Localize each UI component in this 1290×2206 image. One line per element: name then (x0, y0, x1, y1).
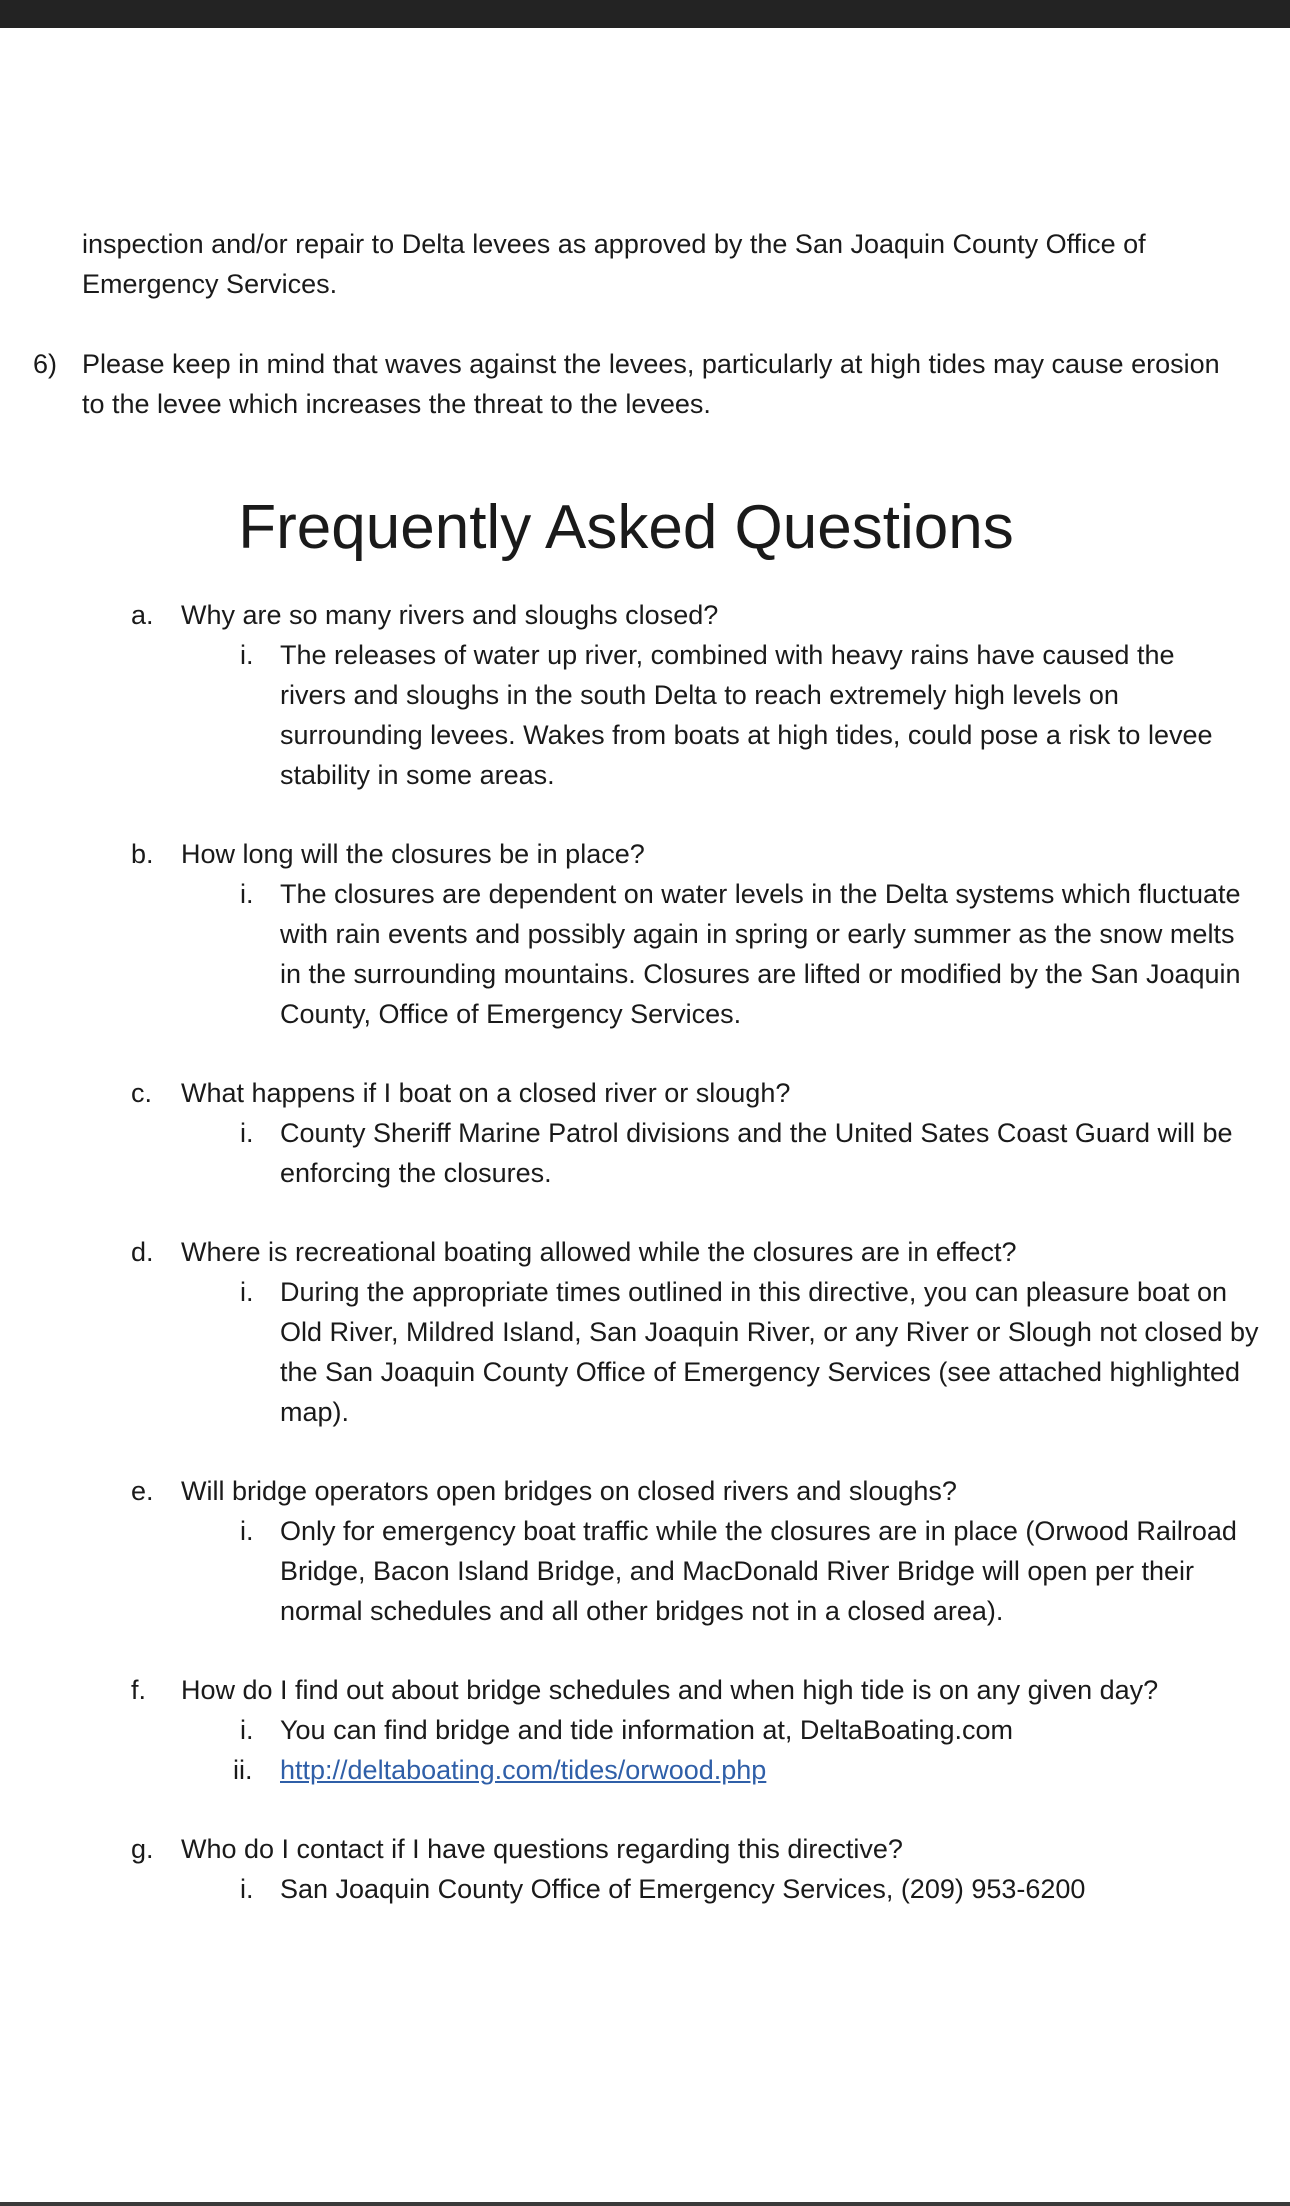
answer-line: The closures are dependent on water levels in the Delta systems which fluctuate (280, 879, 1241, 909)
faq-marker-c: c. (131, 1078, 153, 1108)
faq-answer-b (280, 874, 1241, 1034)
faq-marker-g: g. (131, 1834, 154, 1864)
faq-answer-f (280, 1710, 1013, 1750)
faq-marker-a: a. (131, 600, 154, 630)
faq-marker-f: f. (131, 1675, 147, 1705)
answer-line: San Joaquin County Office of Emergency Services, (209) 953-6200 (280, 1874, 1086, 1904)
answer-marker: i. (240, 1874, 254, 1904)
answer-line: surrounding levees. Wakes from boats at high tides, could pose a risk to levee (280, 720, 1213, 750)
faq-marker-d: d. (131, 1237, 154, 1267)
answer-marker: i. (240, 1516, 254, 1546)
faq-answer-a (280, 635, 1213, 795)
answer-line: You can find bridge and tide information at, DeltaBoating.com (280, 1715, 1013, 1745)
paragraph-line: to the levee which increases the threat to the levees. (82, 389, 711, 419)
faq-answer-e (280, 1511, 1237, 1631)
answer-line: Old River, Mildred Island, San Joaquin River, or any River or Slough not closed by (280, 1317, 1259, 1347)
answer-line: County Sheriff Marine Patrol divisions and the United Sates Coast Guard will be (280, 1118, 1233, 1148)
answer-line: with rain events and possibly again in spring or early summer as the snow melts (280, 919, 1235, 949)
item-6-paragraph (82, 344, 1220, 424)
answer-marker: ii. (233, 1755, 253, 1785)
faq-question-f: How do I find out about bridge schedules and when high tide is on any given day? (181, 1675, 1159, 1705)
faq-question-d: Where is recreational boating allowed while the closures are in effect? (181, 1237, 1017, 1267)
continued-paragraph (82, 224, 1146, 304)
answer-line: Bridge, Bacon Island Bridge, and MacDonald River Bridge will open per their (280, 1556, 1194, 1586)
faq-answer-g (280, 1869, 1085, 1909)
faq-answer-f-link-line (280, 1750, 766, 1790)
faq-question-a: Why are so many rivers and sloughs closed? (181, 600, 719, 630)
page-bottom-border (0, 2202, 1290, 2206)
tides-orwood-link[interactable]: http://deltaboating.com/tides/orwood.php (280, 1755, 767, 1785)
paragraph-line: inspection and/or repair to Delta levees as approved by the San Joaquin County Office of (82, 229, 1146, 259)
faq-question-b: How long will the closures be in place? (181, 839, 645, 869)
answer-marker: i. (240, 1715, 254, 1745)
answer-line: stability in some areas. (280, 760, 555, 790)
faq-marker-e: e. (131, 1476, 154, 1506)
answer-line: The releases of water up river, combined with heavy rains have caused the (280, 640, 1175, 670)
faq-answer-c (280, 1113, 1233, 1193)
faq-answer-d (280, 1272, 1259, 1432)
faq-heading: Frequently Asked Questions (238, 493, 1014, 562)
answer-line: enforcing the closures. (280, 1158, 552, 1188)
answer-marker: i. (240, 879, 254, 909)
answer-marker: i. (240, 640, 254, 670)
list-marker-6: 6) (33, 349, 58, 379)
answer-line: the San Joaquin County Office of Emergency Services (see attached highlighted (280, 1357, 1241, 1387)
answer-line: During the appropriate times outlined in this directive, you can pleasure boat on (280, 1277, 1228, 1307)
faq-question-g: Who do I contact if I have questions regarding this directive? (181, 1834, 903, 1864)
paragraph-line: Emergency Services. (82, 269, 338, 299)
faq-marker-b: b. (131, 839, 154, 869)
paragraph-line: Please keep in mind that waves against the levees, particularly at high tides may cause erosion (82, 349, 1220, 379)
faq-question-e: Will bridge operators open bridges on closed rivers and sloughs? (181, 1476, 957, 1506)
answer-line: rivers and sloughs in the south Delta to reach extremely high levels on (280, 680, 1119, 710)
answer-line: map). (280, 1397, 350, 1427)
answer-line: County, Office of Emergency Services. (280, 999, 742, 1029)
answer-line: in the surrounding mountains. Closures are lifted or modified by the San Joaquin (280, 959, 1241, 989)
faq-question-c: What happens if I boat on a closed river or slough? (181, 1078, 791, 1108)
answer-line: normal schedules and all other bridges not in a closed area). (280, 1596, 1004, 1626)
answer-marker: i. (240, 1277, 254, 1307)
answer-line: Only for emergency boat traffic while the closures are in place (Orwood Railroad (280, 1516, 1237, 1546)
answer-marker: i. (240, 1118, 254, 1148)
